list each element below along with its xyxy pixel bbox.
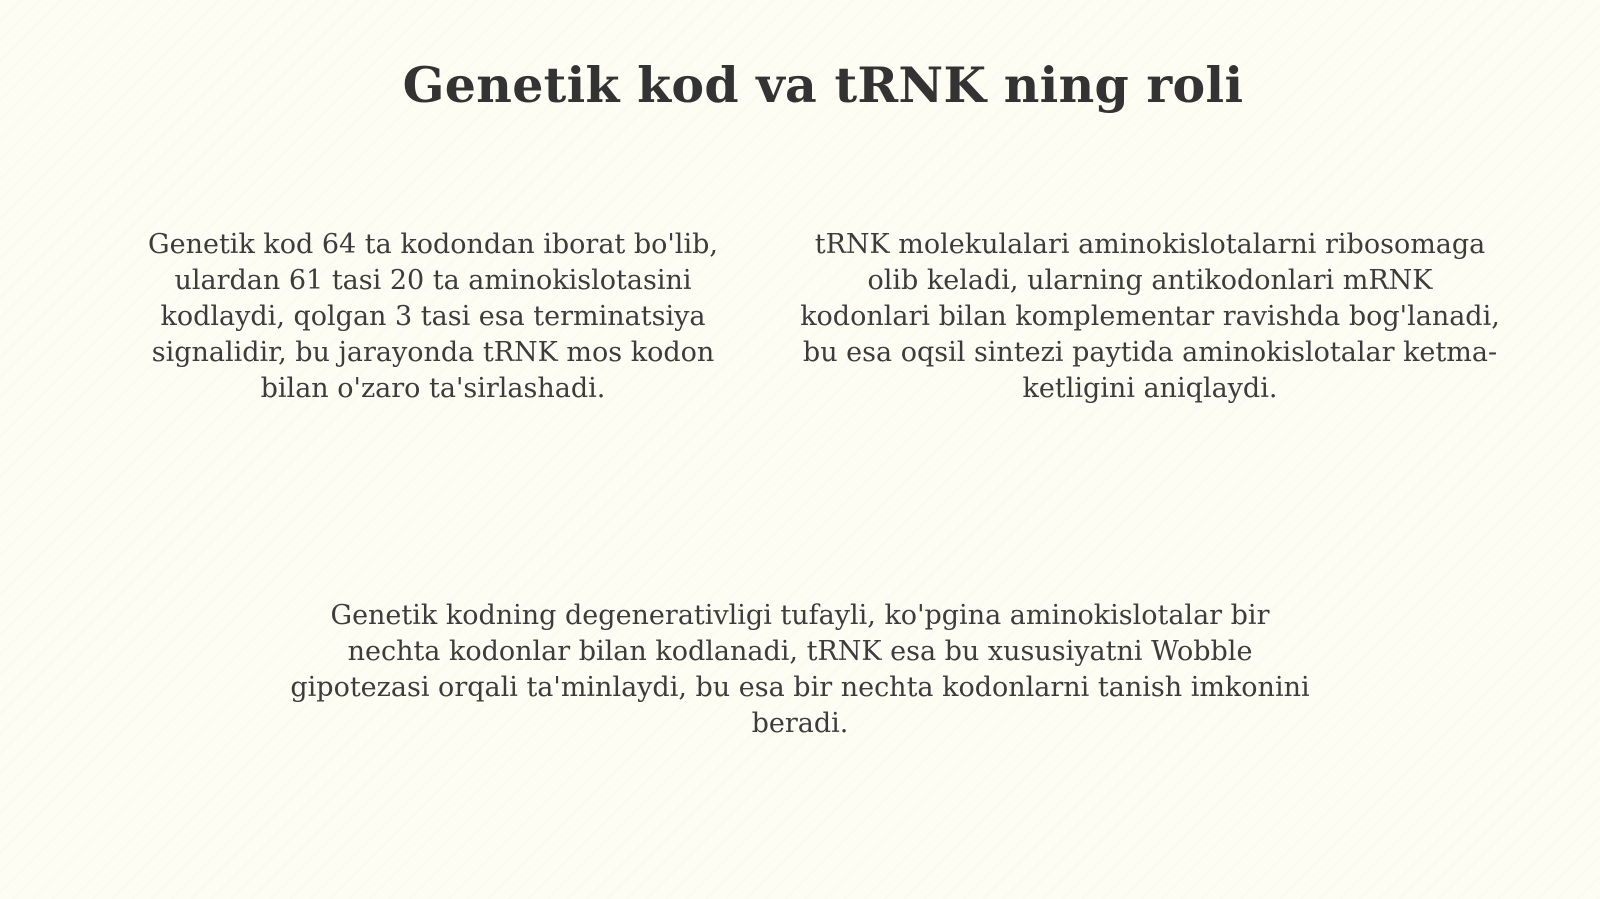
slide-title: Genetik kod va tRNK ning roli xyxy=(402,56,1244,114)
paragraph-genetic-code: Genetik kod 64 ta kodondan iborat bo'lib, ulardan 61 tasi 20 ta aminokislotasini kodlaydi, qolgan 3 tasi esa terminatsiya signalidir, bu jarayonda tRNK mos kodon bilan o'zaro ta'sirlashadi. xyxy=(148,229,718,404)
paragraph-trna-function: tRNK molekulalari aminokislotalarni ribosomaga olib keladi, ularning antikodonlari mRNK kodonlari bilan komplementar ravishda bog'lanadi, bu esa oqsil sintezi paytida aminokislotalar ketma-ketligini aniqlaydi. xyxy=(800,229,1500,404)
paragraph-degeneracy: Genetik kodning degenerativligi tufayli, ko'pgina aminokislotalar bir nechta kodonlar bilan kodlanadi, tRNK esa bu xususiyatni Wobble gipotezasi orqali ta'minlaydi, bu esa bir nechta kodonlarni tanish imkonini beradi. xyxy=(290,600,1310,739)
